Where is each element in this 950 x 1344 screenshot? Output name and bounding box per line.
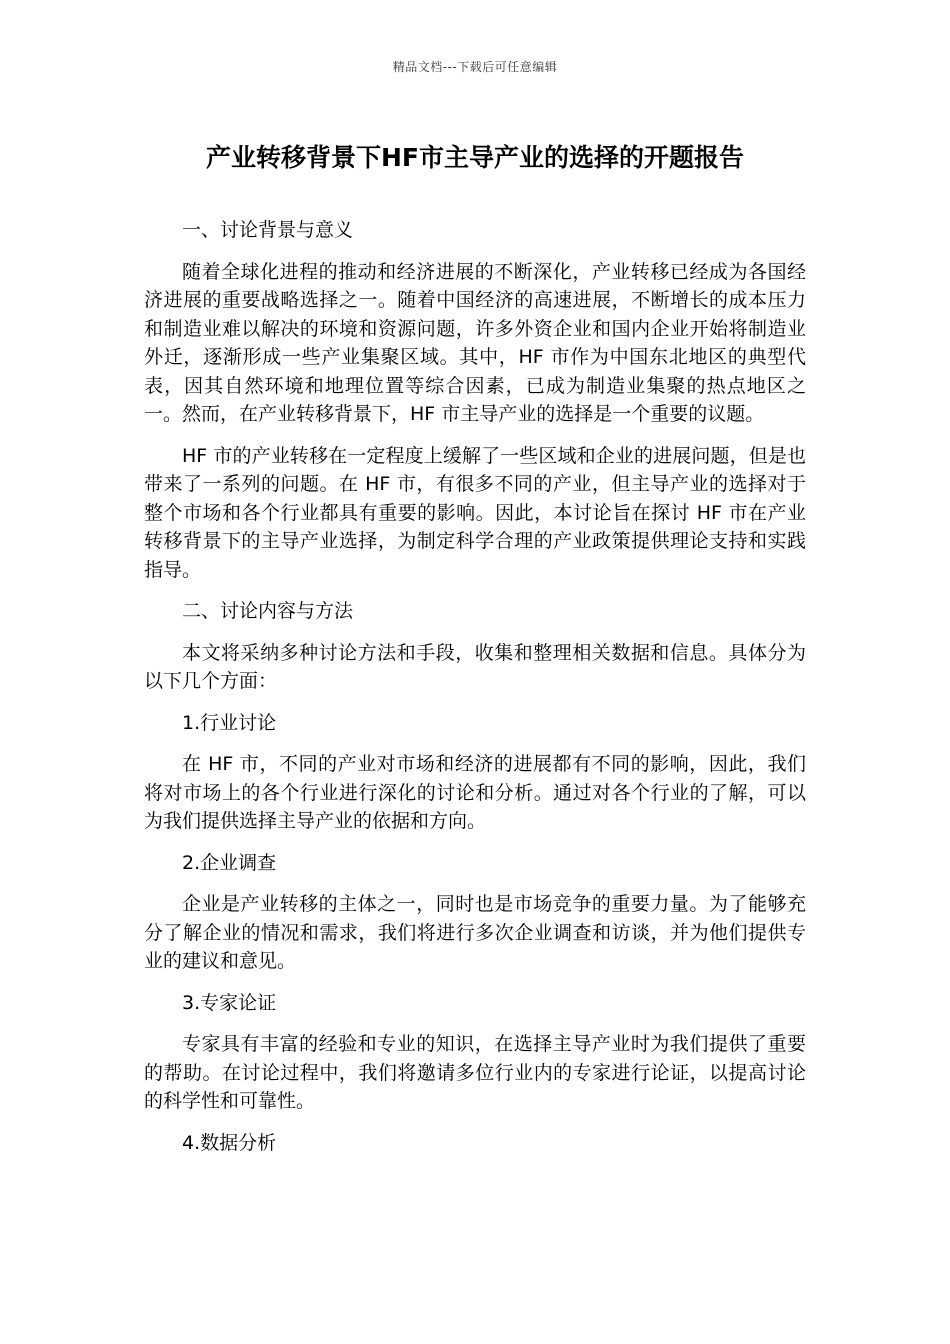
body-paragraph: 随着全球化进程的推动和经济进展的不断深化，产业转移已经成为各国经济进展的重要战略选择之一。随着中国经济的高速进展，不断增长的成本压力和制造业难以解决的环境和资源问题，许多外资企业和国内企业开始将制造业外迁，逐渐形成一些产业集聚区域。其中，HF 市作为中国东北地区的典型代表，因其自然环境和地理位置等综合因素，已成为制造业集聚的热点地区之一。然而，在产业转移背景下，HF 市主导产业的选择是一个重要的议题。 [144, 260, 806, 425]
section-heading-methods: 二、讨论内容与方法 [182, 600, 354, 622]
section-heading-background: 一、讨论背景与意义 [182, 219, 354, 241]
header-note: 精品文档---下载后可任意编辑 [392, 60, 558, 74]
document-body [144, 216, 806, 1170]
body-paragraph: 在 HF 市，不同的产业对市场和经济的进展都有不同的影响，因此，我们将对市场上的各个行业进行深化的讨论和分析。通过对各个行业的了解，可以为我们提供选择主导产业的依据和方向。 [144, 753, 806, 832]
body-paragraph: 企业是产业转移的主体之一，同时也是市场竞争的重要力量。为了能够充分了解企业的情况和需求，我们将进行多次企业调查和访谈，并为他们提供专业的建议和意见。 [144, 893, 806, 972]
subheading-expert-review: 3.专家论证 [182, 991, 277, 1014]
subheading-data-analysis: 4.数据分析 [182, 1131, 277, 1154]
body-paragraph: 专家具有丰富的经验和专业的知识，在选择主导产业时为我们提供了重要的帮助。在讨论过程中，我们将邀请多位行业内的专家进行论证，以提高讨论的科学性和可靠性。 [144, 1033, 806, 1112]
body-paragraph: HF 市的产业转移在一定程度上缓解了一些区域和企业的进展问题，但是也带来了一系列的问题。在 HF 市，有很多不同的产业，但主导产业的选择对于整个市场和各个行业都具有重要的影响。因此，本讨论旨在探讨 HF 市在产业转移背景下的主导产业选择，为制定科学合理的产业政策提供理论支持和实践指导。 [144, 444, 806, 581]
subheading-industry-research: 1.行业讨论 [182, 711, 277, 734]
body-paragraph: 本文将采纳多种讨论方法和手段，收集和整理相关数据和信息。具体分为以下几个方面： [144, 641, 806, 692]
document-title: 产业转移背景下HF市主导产业的选择的开题报告 [205, 143, 744, 172]
subheading-enterprise-survey: 2.企业调查 [182, 851, 277, 874]
